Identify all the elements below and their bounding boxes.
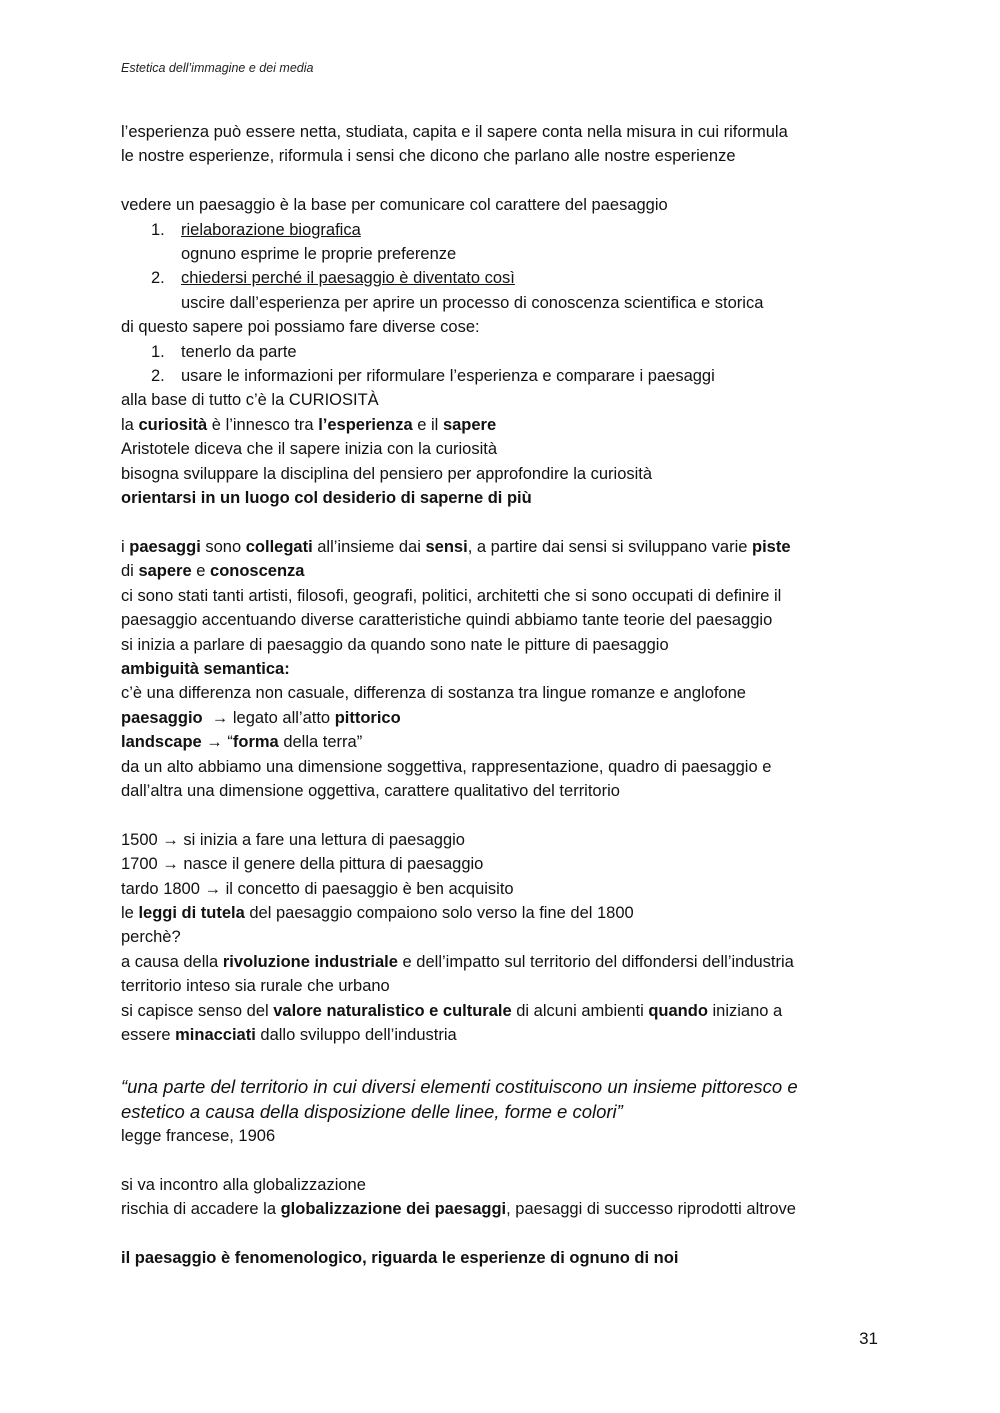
paragraph-line: tardo 1800 → il concetto di paesaggio è ben acquisito: [121, 879, 514, 898]
list-item-text: usare le informazioni per riformulare l’esperienza e comparare i paesaggi: [181, 367, 715, 386]
text-run: all’insieme dai: [312, 537, 426, 556]
text-run: e il: [412, 415, 443, 434]
bold-run: globalizzazione dei paesaggi: [280, 1199, 507, 1218]
bold-run: landscape: [121, 733, 202, 752]
paragraph-line: [121, 1246, 891, 1270]
paragraph-line: [121, 730, 891, 754]
paragraph-line: [121, 950, 891, 974]
text-run: rischia di accadere la: [121, 1199, 281, 1218]
bold-run: rivoluzione industriale: [222, 952, 398, 971]
bold-run: quando: [648, 1001, 708, 1020]
text-run: essere: [121, 1025, 176, 1044]
paragraph-line: c’è una differenza non casuale, differenza di sostanza tra lingue romanze e anglofone: [121, 684, 746, 703]
text-run: , a partire dai sensi si sviluppano varie: [467, 537, 752, 556]
paragraph-line: [121, 559, 891, 583]
text-run: → legato all’atto: [202, 708, 335, 727]
paragraph-line: [121, 486, 891, 510]
text-run: , paesaggi di successo riprodotti altrove: [506, 1199, 796, 1218]
list-number: 1.: [151, 342, 165, 361]
paragraph-line: vedere un paesaggio è la base per comunicare col carattere del paesaggio: [121, 196, 668, 215]
text-run: sono: [200, 537, 246, 556]
paragraph-line: [121, 706, 891, 730]
text-run: i: [121, 537, 130, 556]
paragraph-line: 1500 → si inizia a fare una lettura di paesaggio: [121, 830, 465, 849]
text-run: e dell’impatto sul territorio del diffondersi dell’industria: [397, 952, 794, 971]
text-run: la: [121, 415, 139, 434]
paragraph-line: si inizia a parlare di paesaggio da quando sono nate le pitture di paesaggio: [121, 635, 669, 654]
paragraph-line: [121, 657, 891, 681]
bold-run: sapere: [138, 562, 192, 581]
paragraph-line: [121, 999, 891, 1023]
paragraph-line: di questo sapere poi possiamo fare diverse cose:: [121, 318, 480, 337]
paragraph-line: perchè?: [121, 928, 181, 947]
paragraph-line: paesaggio accentuando diverse caratteristiche quindi abbiamo tante teorie del paesaggio: [121, 611, 773, 630]
bold-run: curiosità: [138, 415, 208, 434]
quote-line: “una parte del territorio in cui diversi elementi costituiscono un insieme pittoresco e: [121, 1075, 798, 1097]
list-item-text: tenerlo da parte: [181, 342, 297, 361]
text-run: iniziano a: [707, 1001, 783, 1020]
bold-run: pittorico: [334, 708, 401, 727]
paragraph-line: [121, 1197, 891, 1221]
list-item-text: rielaborazione biografica: [181, 220, 361, 239]
list-item-text: chiedersi perché il paesaggio è diventato così: [181, 269, 515, 288]
page-body: [121, 120, 891, 1270]
text-run: a causa della: [121, 952, 223, 971]
list-item: [121, 364, 891, 388]
bold-run: piste: [752, 537, 791, 556]
bold-run: valore naturalistico e culturale: [273, 1001, 512, 1020]
bold-run: ambiguità semantica:: [121, 659, 290, 678]
list-number: 1.: [151, 220, 165, 239]
bold-run: paesaggi: [129, 537, 201, 556]
paragraph-line: bisogna sviluppare la disciplina del pensiero per approfondire la curiosità: [121, 464, 653, 483]
text-run: si capisce senso del: [121, 1001, 274, 1020]
text-run: e: [191, 562, 211, 581]
running-header: Estetica dell’immagine e dei media: [121, 61, 314, 75]
paragraph-line: l’esperienza può essere netta, studiata, capita e il sapere conta nella misura in cui riformula: [121, 123, 788, 141]
page-number: 31: [859, 1329, 878, 1348]
bold-run: minacciati: [175, 1025, 256, 1044]
paragraph-line: territorio inteso sia rurale che urbano: [121, 977, 390, 996]
paragraph-line: [121, 413, 891, 437]
paragraph-line: [121, 535, 891, 559]
paragraph-line: ci sono stati tanti artisti, filosofi, geografi, politici, architetti che si sono occupati di definire il: [121, 586, 782, 605]
bold-run: conoscenza: [210, 562, 305, 581]
bold-run: collegati: [245, 537, 313, 556]
paragraph-line: Aristotele diceva che il sapere inizia con la curiosità: [121, 440, 498, 459]
paragraph-line: da un alto abbiamo una dimensione soggettiva, rappresentazione, quadro di paesaggio e: [121, 757, 772, 776]
paragraph-line: alla base di tutto c’è la CURIOSITÀ: [121, 391, 379, 410]
bold-run: sensi: [425, 537, 468, 556]
text-run: è l’innesco tra: [207, 415, 319, 434]
bold-run: sapere: [442, 415, 497, 434]
text-run: le: [121, 903, 139, 922]
list-item: [121, 340, 891, 364]
text-run: di alcuni ambienti: [511, 1001, 649, 1020]
bold-run: il paesaggio è fenomenologico, riguarda le esperienze di ognuno di noi: [121, 1248, 679, 1267]
bold-run: paesaggio: [121, 708, 203, 727]
text-run: del paesaggio compaiono solo verso la fine del 1800: [244, 903, 634, 922]
list-item-note: ognuno esprime le proprie preferenze: [181, 245, 457, 264]
text-run: dallo sviluppo dell’industria: [255, 1025, 457, 1044]
bold-run: forma: [232, 733, 279, 752]
list-item: [121, 218, 891, 242]
paragraph-line: [121, 901, 891, 925]
quote-line: estetico a causa della disposizione delle linee, forme e colori”: [121, 1100, 623, 1122]
list-number: 2.: [151, 269, 165, 288]
list-number: 2.: [151, 367, 165, 386]
paragraph-line: le nostre esperienze, riformula i sensi che dicono che parlano alle nostre esperienze: [121, 147, 736, 166]
paragraph-line: 1700 → nasce il genere della pittura di paesaggio: [121, 855, 484, 874]
text-run: → “: [201, 733, 233, 752]
list-item: [121, 266, 891, 290]
bold-run: leggi di tutela: [138, 903, 245, 922]
text-run: della terra”: [278, 733, 363, 752]
bold-run: l’esperienza: [318, 415, 413, 434]
bold-run: orientarsi in un luogo col desiderio di saperne di più: [121, 489, 532, 508]
paragraph-line: dall’altra una dimensione oggettiva, carattere qualitativo del territorio: [121, 781, 620, 800]
list-item-note: uscire dall’esperienza per aprire un processo di conoscenza scientifica e storica: [181, 293, 764, 312]
quote-source: legge francese, 1906: [121, 1126, 276, 1145]
text-run: di: [121, 562, 139, 581]
paragraph-line: [121, 1023, 891, 1047]
paragraph-line: si va incontro alla globalizzazione: [121, 1175, 366, 1194]
